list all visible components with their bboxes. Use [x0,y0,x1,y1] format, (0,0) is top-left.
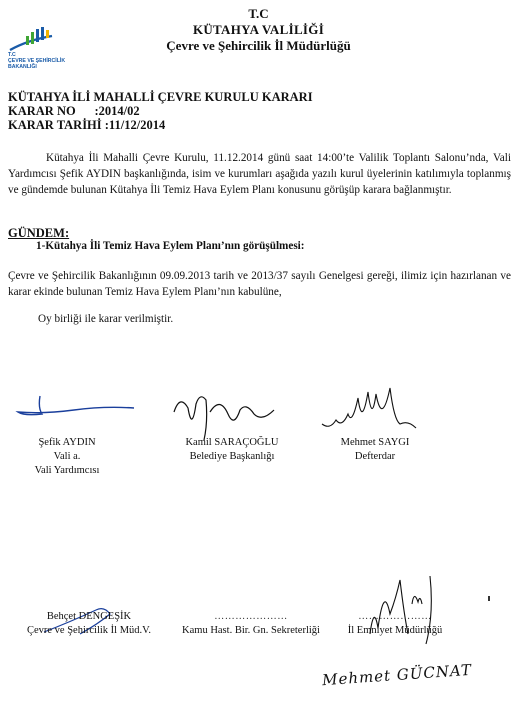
signatory-1 [12,436,122,478]
signatory-3 [310,436,440,464]
signatory-6-role: İl Emniyet Müdürlüğü [347,625,443,636]
edge-mark [488,596,490,601]
signatory-4-name: Behçet DENGEŞİK [46,611,132,622]
agenda-item-1-text: 1-Kütahya İli Temiz Hava Eylem Planı’nın görüşülmesi: [36,240,305,252]
signatory-4 [14,610,164,638]
logo-text-line2: ÇEVRE VE ŞEHİRCİLİK [8,58,66,65]
signatory-2-role: Belediye Başkanlığı [189,451,275,462]
signatory-3-role: Defterdar [354,451,396,462]
header-governorship: KÜTAHYA VALİLİĞİ [192,22,325,37]
signatory-6 [330,610,460,638]
intro-paragraph: Kütahya İli Mahalli Çevre Kurulu, 11.12.2014 günü saat 14:00’te Valilik Toplantı Salonu’nda, Vali Yardımcısı Şefik AYDIN başkanlığında, isim ve kurumları aşağıda yazılı kurul üyelerinin katılımıyla toplanmış ve gündemde bulunan Kütahya İli Temiz Hava Eylem Planı konusunu görüşüp karara bağlanmıştır. [8,152,511,196]
signatory-1-role: Vali a. [53,451,81,462]
signatory-5 [168,610,334,638]
signatory-5-dots: ………………… [214,611,288,622]
signatory-5-role: Kamu Hast. Bir. Gn. Sekreterliği [182,625,320,636]
signatory-3-name: Mehmet SAYGI [340,437,410,448]
ministry-logo [8,26,68,82]
agenda-decision-text: Çevre ve Şehircilik Bakanlığının 09.09.2013 tarih ve 2013/37 sayılı Genelgesi gereği, ilimiz için hazırlanan ve karar ekinde bulunan Temiz Hava Eylem Planı’nın kabulüne, [8,270,511,298]
logo-text-line3: BAKANLIĞI [8,64,37,71]
header-directorate: Çevre ve Şehircilik İl Müdürlüğü [166,38,351,53]
handwritten-name: Mehmet GÜCNAT [321,660,473,690]
vote-statement: Oy birliği ile karar verilmiştir. [38,313,174,325]
logo-text [8,52,65,71]
decision-date: KARAR TARİHİ :11/12/2014 [8,118,166,132]
signatory-6-dots: ………………… [358,611,432,622]
signature-saygi [320,384,430,444]
header-tc: T.C [248,6,269,21]
signatory-4-role: Çevre ve Şehircilik İl Müd.V. [26,625,152,636]
signatory-1-title: Vali Yardımcısı [34,465,100,476]
agenda-heading: GÜNDEM: [8,226,70,240]
signatory-1-name: Şefik AYDIN [38,437,96,448]
signatory-2-name: Kamil SARAÇOĞLU [185,437,279,448]
agenda-item-1 [36,240,305,252]
signature-aydin [14,394,144,424]
signatory-2 [162,436,302,464]
decision-title: KÜTAHYA İLİ MAHALLİ ÇEVRE KURULU KARARI [8,90,313,104]
decision-number: KARAR NO :2014/02 [8,104,140,118]
logo-text-line1: T.C [8,52,16,58]
